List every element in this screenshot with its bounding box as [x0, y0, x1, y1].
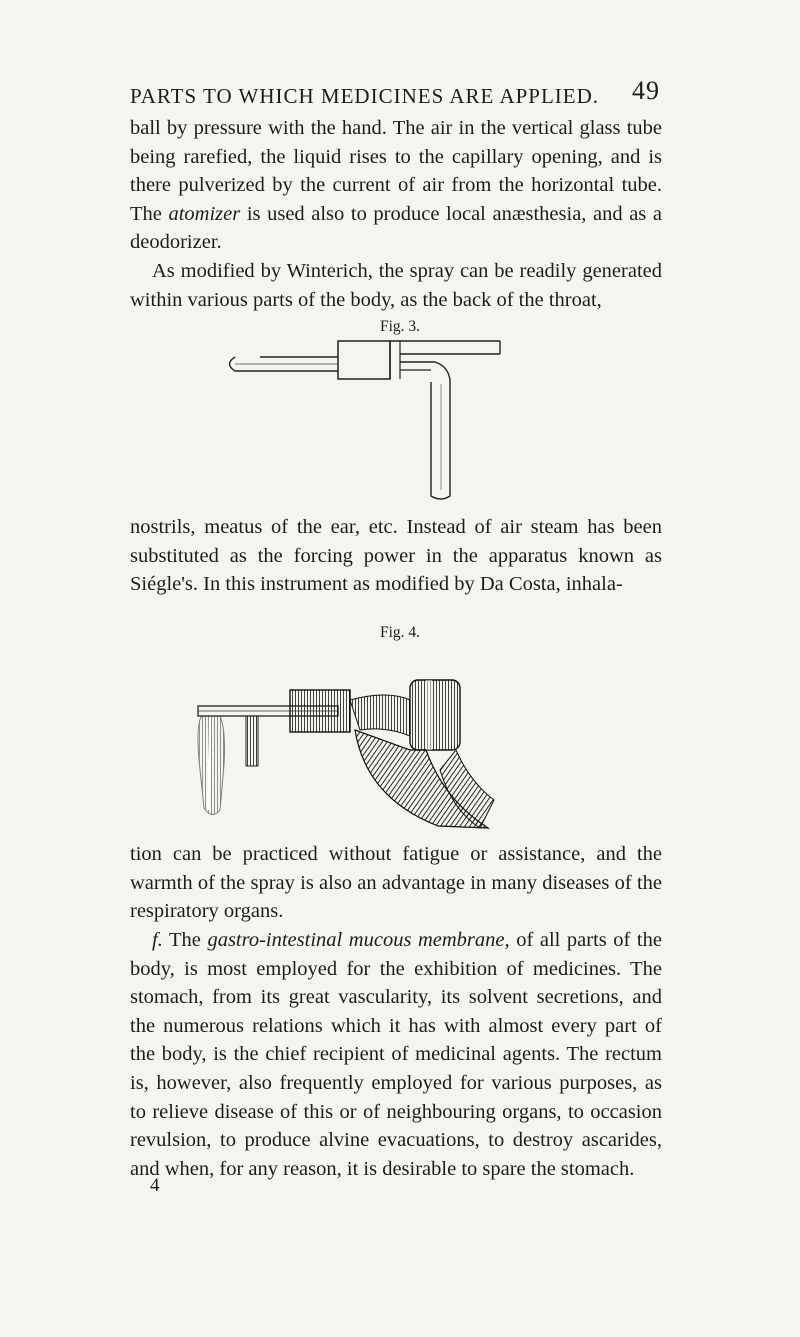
- paragraph-atomizer: [130, 114, 662, 257]
- term-atomizer: atomizer: [168, 202, 241, 225]
- section-marker-f: f.: [152, 929, 163, 951]
- running-head: PARTS TO WHICH MEDICINES ARE APPLIED.: [130, 84, 600, 108]
- paragraph-gastro-intestinal-the: The: [162, 929, 208, 951]
- term-gastro-intestinal: gastro-intestinal mucous membrane,: [207, 929, 510, 951]
- fig-4-siegle-apparatus: [190, 660, 530, 840]
- paragraph-atomizer-text-end: is used also to produce local anæsthesia, and as a deodorizer.: [130, 202, 662, 254]
- signature-mark: 4: [150, 1175, 160, 1196]
- paragraph-gastro-intestinal-text: of all parts of the body, is most employed for the exhibition of medicines. The stomach, from its great vascularity, its solvent secretions, and the numerous relations which it has with almost every part of the body, is the chief recipient of medicinal agents. The rectum is, however, also frequently employed for various purposes, as to relieve disease of this or of neighbouring organs, to occasion revulsion, to produce alvine evacuations, to destroy ascarides, and when, for any reason, it is desirable to spare the stomach.: [130, 929, 662, 1180]
- paragraph-atomizer-text-start: ball by pressure with the hand. The air in the vertical glass tube being rarefied, the liquid rises to the capillary opening, and is there pulverized by the current of air from the horizontal tube. The: [130, 117, 662, 225]
- paragraph-respiratory-text: tion can be practiced without fatigue or assistance, and the warmth of the spray is also an advantage in many diseases of the respiratory organs.: [130, 843, 662, 923]
- paragraph-respiratory: [130, 840, 662, 926]
- fig-3-caption: Fig. 3.: [379, 318, 421, 335]
- paragraph-gastro-intestinal: [130, 926, 662, 1183]
- paragraph-winterich: [130, 257, 662, 314]
- paragraph-winterich-text: As modified by Winterich, the spray can be readily generated within various parts of the body, as the back of the throat,: [130, 260, 662, 311]
- fig-4-caption: Fig. 4.: [379, 624, 421, 641]
- page-header: [130, 76, 660, 110]
- fig-3-atomizer-tubes: [220, 336, 520, 506]
- page-number: 49: [632, 76, 660, 105]
- paragraph-siegle: [130, 513, 662, 599]
- paragraph-siegle-text: nostrils, meatus of the ear, etc. Instead of air steam has been substituted as the forcing power in the apparatus known as Siégle's. In this instrument as modified by Da Costa, inhala-: [130, 516, 662, 596]
